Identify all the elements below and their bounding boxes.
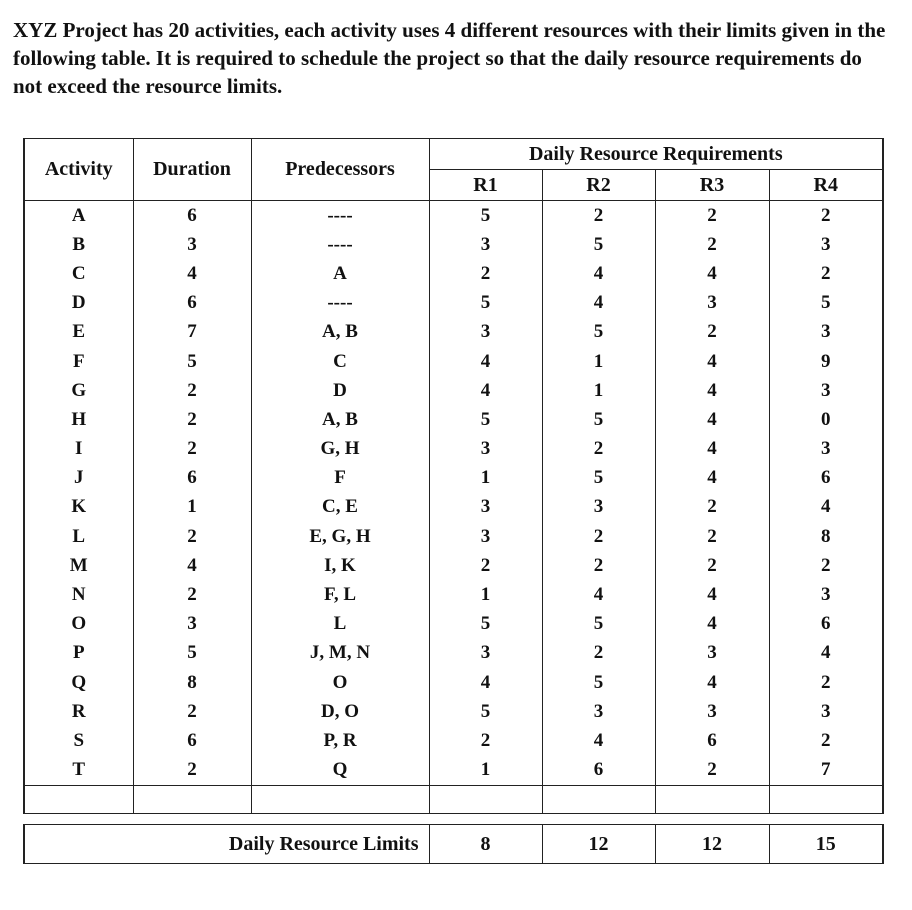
table-row xyxy=(24,580,883,609)
cell-r3: 6 xyxy=(655,726,769,755)
blank-row xyxy=(24,785,883,813)
cell-r4: 3 xyxy=(769,697,883,726)
cell-r2: 2 xyxy=(542,639,655,668)
table-row xyxy=(24,464,883,493)
problem-statement: XYZ Project has 20 activities, each activity uses 4 different resources with their limits given in the following table. It is required to schedule the project so that the daily resource requirements do not exceed the resource limits. xyxy=(13,18,886,98)
cell-r3: 3 xyxy=(655,639,769,668)
cell-r4: 2 xyxy=(769,551,883,580)
cell-r1: 5 xyxy=(429,610,542,639)
cell-r3: 2 xyxy=(655,230,769,259)
cell-r2: 3 xyxy=(542,697,655,726)
cell-predecessors: O xyxy=(251,668,429,697)
limits-label: Daily Resource Limits xyxy=(24,825,429,864)
header-r2: R2 xyxy=(542,170,655,201)
cell-predecessors: A xyxy=(251,259,429,288)
cell-activity: R xyxy=(24,697,133,726)
cell-predecessors: ---- xyxy=(251,201,429,231)
cell-duration: 2 xyxy=(133,405,251,434)
limit-r1: 8 xyxy=(429,825,542,864)
cell-r4: 2 xyxy=(769,201,883,231)
table-row xyxy=(24,318,883,347)
cell-activity: O xyxy=(24,610,133,639)
cell-r1: 5 xyxy=(429,405,542,434)
cell-activity: P xyxy=(24,639,133,668)
cell-r1: 5 xyxy=(429,289,542,318)
cell-predecessors: Q xyxy=(251,756,429,786)
blank-cell xyxy=(655,785,769,813)
cell-duration: 2 xyxy=(133,522,251,551)
cell-r3: 4 xyxy=(655,405,769,434)
table-row xyxy=(24,639,883,668)
cell-r4: 9 xyxy=(769,347,883,376)
cell-r1: 3 xyxy=(429,493,542,522)
cell-duration: 6 xyxy=(133,289,251,318)
cell-r2: 4 xyxy=(542,580,655,609)
cell-predecessors: A, B xyxy=(251,405,429,434)
blank-cell xyxy=(251,785,429,813)
cell-predecessors: I, K xyxy=(251,551,429,580)
cell-r1: 3 xyxy=(429,639,542,668)
limit-r4: 15 xyxy=(769,825,883,864)
cell-duration: 4 xyxy=(133,259,251,288)
cell-predecessors: J, M, N xyxy=(251,639,429,668)
cell-predecessors: ---- xyxy=(251,230,429,259)
cell-r2: 1 xyxy=(542,376,655,405)
cell-r2: 1 xyxy=(542,347,655,376)
cell-predecessors: A, B xyxy=(251,318,429,347)
cell-r4: 8 xyxy=(769,522,883,551)
cell-r2: 2 xyxy=(542,522,655,551)
cell-r3: 4 xyxy=(655,435,769,464)
cell-duration: 3 xyxy=(133,230,251,259)
cell-r4: 3 xyxy=(769,376,883,405)
cell-activity: F xyxy=(24,347,133,376)
cell-predecessors: L xyxy=(251,610,429,639)
table-row xyxy=(24,522,883,551)
cell-predecessors: P, R xyxy=(251,726,429,755)
cell-r1: 3 xyxy=(429,435,542,464)
cell-r3: 2 xyxy=(655,318,769,347)
cell-r4: 0 xyxy=(769,405,883,434)
cell-activity: J xyxy=(24,464,133,493)
cell-activity: E xyxy=(24,318,133,347)
cell-duration: 2 xyxy=(133,756,251,786)
limits-table xyxy=(23,824,884,864)
cell-r4: 7 xyxy=(769,756,883,786)
cell-duration: 6 xyxy=(133,464,251,493)
limit-r3: 12 xyxy=(655,825,769,864)
cell-r4: 6 xyxy=(769,610,883,639)
cell-duration: 1 xyxy=(133,493,251,522)
cell-r3: 4 xyxy=(655,347,769,376)
cell-r1: 5 xyxy=(429,201,542,231)
cell-r4: 2 xyxy=(769,668,883,697)
cell-duration: 5 xyxy=(133,639,251,668)
cell-r3: 2 xyxy=(655,551,769,580)
cell-r2: 2 xyxy=(542,435,655,464)
cell-r1: 2 xyxy=(429,259,542,288)
cell-r4: 3 xyxy=(769,435,883,464)
header-predecessors: Predecessors xyxy=(251,139,429,201)
cell-r1: 2 xyxy=(429,551,542,580)
cell-activity: N xyxy=(24,580,133,609)
header-r1: R1 xyxy=(429,170,542,201)
table-row xyxy=(24,610,883,639)
blank-cell xyxy=(24,785,133,813)
cell-r1: 4 xyxy=(429,376,542,405)
cell-r4: 5 xyxy=(769,289,883,318)
cell-activity: C xyxy=(24,259,133,288)
cell-r2: 5 xyxy=(542,318,655,347)
cell-r4: 3 xyxy=(769,318,883,347)
cell-r1: 3 xyxy=(429,318,542,347)
cell-predecessors: C xyxy=(251,347,429,376)
cell-r2: 4 xyxy=(542,726,655,755)
cell-r1: 3 xyxy=(429,522,542,551)
activity-table xyxy=(23,138,884,814)
blank-cell xyxy=(542,785,655,813)
table-row xyxy=(24,347,883,376)
table-row xyxy=(24,376,883,405)
cell-activity: B xyxy=(24,230,133,259)
cell-duration: 2 xyxy=(133,580,251,609)
table-row xyxy=(24,697,883,726)
cell-predecessors: C, E xyxy=(251,493,429,522)
cell-r4: 2 xyxy=(769,726,883,755)
cell-activity: G xyxy=(24,376,133,405)
cell-predecessors: D, O xyxy=(251,697,429,726)
table-row xyxy=(24,668,883,697)
cell-r2: 4 xyxy=(542,259,655,288)
header-r4: R4 xyxy=(769,170,883,201)
cell-r3: 3 xyxy=(655,289,769,318)
cell-r2: 6 xyxy=(542,756,655,786)
cell-r1: 4 xyxy=(429,668,542,697)
cell-r2: 5 xyxy=(542,610,655,639)
blank-cell xyxy=(769,785,883,813)
cell-r3: 4 xyxy=(655,580,769,609)
cell-r3: 4 xyxy=(655,259,769,288)
cell-r3: 4 xyxy=(655,376,769,405)
cell-r2: 5 xyxy=(542,464,655,493)
cell-r3: 2 xyxy=(655,756,769,786)
cell-duration: 4 xyxy=(133,551,251,580)
cell-duration: 3 xyxy=(133,610,251,639)
table-row xyxy=(24,756,883,786)
table-body xyxy=(24,201,883,814)
cell-activity: H xyxy=(24,405,133,434)
cell-predecessors: F xyxy=(251,464,429,493)
table-row xyxy=(24,493,883,522)
cell-predecessors: D xyxy=(251,376,429,405)
table-row xyxy=(24,726,883,755)
cell-activity: S xyxy=(24,726,133,755)
cell-r2: 3 xyxy=(542,493,655,522)
table-row xyxy=(24,405,883,434)
cell-activity: Q xyxy=(24,668,133,697)
cell-duration: 6 xyxy=(133,726,251,755)
cell-r3: 4 xyxy=(655,610,769,639)
header-resource-group: Daily Resource Requirements xyxy=(429,139,883,170)
cell-predecessors: F, L xyxy=(251,580,429,609)
cell-r2: 4 xyxy=(542,289,655,318)
cell-activity: M xyxy=(24,551,133,580)
cell-r4: 2 xyxy=(769,259,883,288)
table-row xyxy=(24,201,883,231)
cell-predecessors: E, G, H xyxy=(251,522,429,551)
header-r3: R3 xyxy=(655,170,769,201)
cell-activity: D xyxy=(24,289,133,318)
cell-r2: 5 xyxy=(542,230,655,259)
header-duration: Duration xyxy=(133,139,251,201)
blank-cell xyxy=(133,785,251,813)
cell-r4: 3 xyxy=(769,230,883,259)
cell-duration: 6 xyxy=(133,201,251,231)
cell-r3: 4 xyxy=(655,668,769,697)
cell-activity: A xyxy=(24,201,133,231)
cell-activity: T xyxy=(24,756,133,786)
cell-r3: 2 xyxy=(655,201,769,231)
cell-r1: 2 xyxy=(429,726,542,755)
table-row xyxy=(24,435,883,464)
cell-duration: 2 xyxy=(133,435,251,464)
cell-r4: 3 xyxy=(769,580,883,609)
cell-duration: 7 xyxy=(133,318,251,347)
cell-r2: 2 xyxy=(542,551,655,580)
limits-row xyxy=(24,825,883,864)
table-row xyxy=(24,289,883,318)
cell-predecessors: G, H xyxy=(251,435,429,464)
cell-r1: 1 xyxy=(429,464,542,493)
cell-r3: 4 xyxy=(655,464,769,493)
cell-activity: K xyxy=(24,493,133,522)
table-row xyxy=(24,551,883,580)
cell-r4: 4 xyxy=(769,493,883,522)
cell-r1: 1 xyxy=(429,580,542,609)
limit-r2: 12 xyxy=(542,825,655,864)
blank-cell xyxy=(429,785,542,813)
cell-duration: 2 xyxy=(133,376,251,405)
cell-r4: 4 xyxy=(769,639,883,668)
cell-r3: 2 xyxy=(655,493,769,522)
table-header xyxy=(24,139,883,201)
cell-activity: L xyxy=(24,522,133,551)
cell-r1: 4 xyxy=(429,347,542,376)
cell-r1: 1 xyxy=(429,756,542,786)
cell-r3: 2 xyxy=(655,522,769,551)
table-row xyxy=(24,259,883,288)
cell-duration: 5 xyxy=(133,347,251,376)
cell-r2: 5 xyxy=(542,668,655,697)
cell-r4: 6 xyxy=(769,464,883,493)
cell-r2: 2 xyxy=(542,201,655,231)
cell-r2: 5 xyxy=(542,405,655,434)
cell-r1: 3 xyxy=(429,230,542,259)
cell-activity: I xyxy=(24,435,133,464)
table-row xyxy=(24,230,883,259)
cell-duration: 8 xyxy=(133,668,251,697)
header-activity: Activity xyxy=(24,139,133,201)
cell-r3: 3 xyxy=(655,697,769,726)
cell-predecessors: ---- xyxy=(251,289,429,318)
cell-r1: 5 xyxy=(429,697,542,726)
cell-duration: 2 xyxy=(133,697,251,726)
